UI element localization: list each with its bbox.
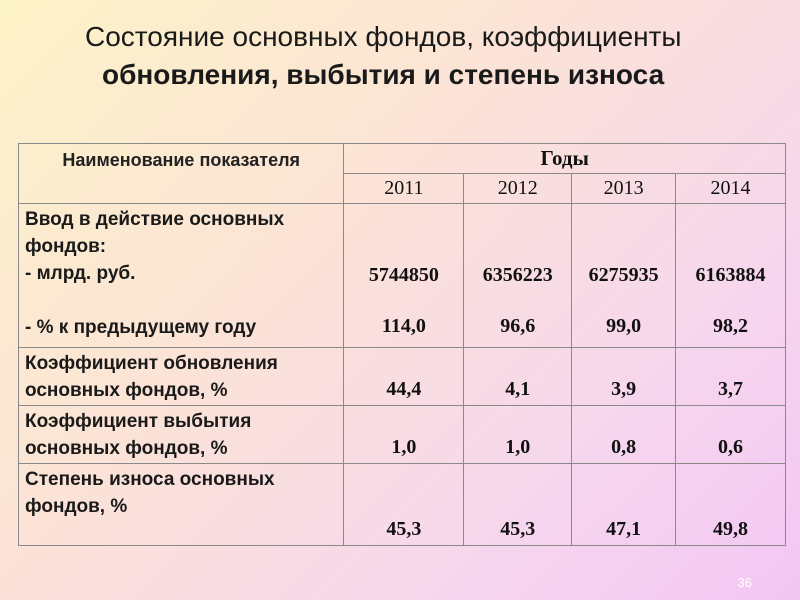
value-rub: 6275935: [588, 264, 659, 286]
row-label-line: Ввод в действие основных: [25, 209, 285, 230]
table-cell: 49,8: [676, 464, 786, 546]
table-cell: [676, 204, 786, 348]
row-label-wear: [19, 464, 344, 546]
table-cell: 4,1: [464, 348, 572, 406]
row-label-line: - % к предыдущему году: [25, 317, 257, 338]
slide-title-line-2: обновления, выбытия и степень износа: [102, 59, 665, 90]
table-cell: [344, 204, 464, 348]
row-label-line: Коэффициент обновления: [25, 353, 278, 374]
row-label-spacer: [25, 287, 339, 314]
slide-title-line-1: Состояние основных фондов, коэффициенты: [85, 21, 682, 52]
row-label-line: основных фондов, %: [25, 438, 228, 459]
table-row: [19, 204, 786, 348]
value-percent: 96,6: [500, 315, 536, 337]
table-cell: 44,4: [344, 348, 464, 406]
row-label-line: Степень износа основных: [25, 469, 275, 490]
header-year-2012: 2012: [464, 174, 572, 204]
table-cell: 3,9: [572, 348, 676, 406]
table-row: [19, 348, 786, 406]
table-cell: 0,8: [572, 406, 676, 464]
table-cell: 45,3: [464, 464, 572, 546]
table-cell: [464, 204, 572, 348]
header-years: Годы: [344, 144, 786, 174]
row-label-line: фондов:: [25, 236, 107, 257]
table-cell: 1,0: [344, 406, 464, 464]
value-rub: 5744850: [368, 264, 439, 286]
table-cell: 47,1: [572, 464, 676, 546]
value-percent: 99,0: [606, 315, 642, 337]
slide-title: [0, 18, 800, 94]
row-label-commissioning: [19, 204, 344, 348]
value-rub: 6163884: [695, 264, 766, 286]
table-cell: 0,6: [676, 406, 786, 464]
row-label-line: Коэффициент выбытия: [25, 411, 252, 432]
row-label-retirement: [19, 406, 344, 464]
table-cell: [572, 204, 676, 348]
value-percent: 114,0: [381, 315, 426, 337]
row-label-line: - млрд. руб.: [25, 263, 136, 284]
fixed-assets-table: [18, 143, 786, 546]
row-label-renewal: [19, 348, 344, 406]
table-cell: 45,3: [344, 464, 464, 546]
table-row: [19, 464, 786, 546]
table-row: [19, 406, 786, 464]
value-percent: 98,2: [713, 315, 749, 337]
header-indicator-name: Наименование показателя: [19, 144, 344, 204]
row-label-line: фондов, %: [25, 496, 128, 517]
table-cell: 3,7: [676, 348, 786, 406]
value-rub: 6356223: [482, 264, 553, 286]
header-year-2011: 2011: [344, 174, 464, 204]
slide-number: 36: [737, 575, 752, 590]
table-header-row: [19, 144, 786, 174]
header-year-2014: 2014: [676, 174, 786, 204]
header-year-2013: 2013: [572, 174, 676, 204]
table-cell: 1,0: [464, 406, 572, 464]
row-label-line: основных фондов, %: [25, 380, 228, 401]
